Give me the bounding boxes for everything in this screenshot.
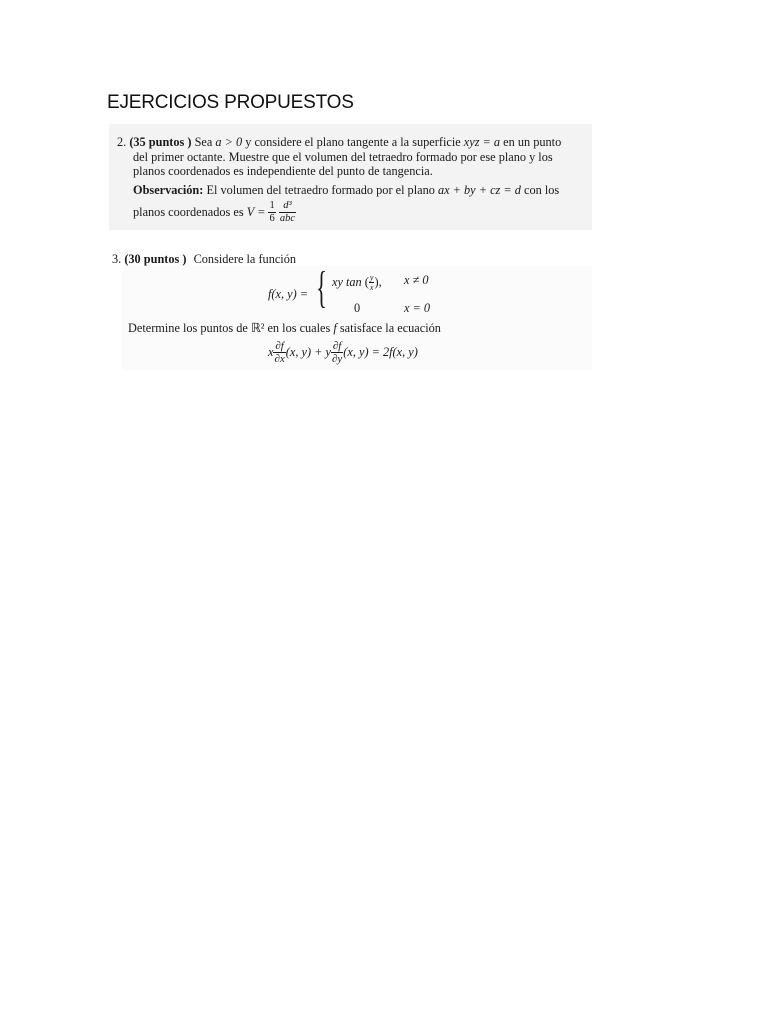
math-volume: V = [246, 205, 266, 219]
exercise-number: 2. [117, 135, 127, 149]
text: Sea [194, 135, 213, 149]
numerator: y [369, 273, 374, 282]
exercise-number: 3. [112, 252, 122, 266]
math-surface: xyz = a [463, 135, 501, 149]
text: satisface la ecuación [339, 321, 441, 335]
math-x: x [268, 345, 274, 359]
piecewise-case-1: xy tan ( $\frac{y}{x}$ ), [332, 273, 382, 292]
text: planos coordenados es [133, 205, 244, 219]
piecewise-condition-1: x ≠ 0 [404, 273, 429, 287]
math-condition: a > 0 [215, 135, 243, 149]
fraction-d3-abc [279, 200, 296, 225]
exercise-2-line-1 [117, 135, 561, 150]
numerator: ∂f [332, 340, 342, 352]
numerator: 1 [269, 200, 275, 211]
text: Determine los puntos de [128, 321, 248, 335]
text: con los [524, 183, 560, 197]
denominator: 6 [269, 213, 275, 224]
exercise-2-line-2: del primer octante. Muestre que el volumen del tetraedro formado por ese plano y los [133, 150, 553, 164]
case-value: xy tan [332, 275, 362, 289]
text: y considere el plano tangente a la superficie [245, 135, 461, 149]
partial-f-y [331, 340, 343, 365]
exercise-3-determine-line [128, 321, 441, 336]
page-title: EJERCICIOS PROPUESTOS [107, 92, 354, 113]
piecewise-condition-2: x = 0 [404, 301, 431, 315]
denominator: x [369, 283, 374, 292]
pde-equation [268, 340, 418, 365]
math-f: f [333, 321, 337, 335]
numerator: d³ [279, 200, 296, 213]
exercise-2-observation [133, 183, 559, 198]
numerator: ∂f [275, 340, 284, 352]
piecewise-brace: { [316, 263, 327, 312]
text: en un punto [503, 135, 562, 149]
piecewise-case-2: 0 [354, 301, 361, 315]
exercise-points: (30 puntos ) [124, 252, 187, 266]
math-middle: (x, y) + y [285, 345, 331, 359]
math-plane: ax + by + cz = d [437, 183, 521, 197]
text: El volumen del tetraedro formado por el plano [206, 183, 435, 197]
math-end: (x, y) = 2f(x, y) [343, 345, 418, 359]
denominator: ∂x [274, 353, 285, 365]
exercise-3-line-1 [112, 252, 296, 267]
exercise-points: (35 puntos ) [129, 135, 192, 149]
fraction-one-sixth [268, 200, 275, 225]
partial-f-x [273, 340, 285, 365]
function-definition-lhs: f(x, y) = [268, 287, 309, 301]
math-R2: ℝ² [250, 321, 265, 335]
exercise-2-volume-line [133, 200, 296, 225]
denominator: ∂y [331, 353, 343, 365]
text: Considere la función [193, 252, 297, 266]
text: en los cuales [267, 321, 331, 335]
observation-label: Observación: [133, 183, 204, 197]
denominator: abc [279, 213, 295, 224]
exercise-2-line-3: planos coordenados es independiente del punto de tangencia. [133, 164, 433, 178]
